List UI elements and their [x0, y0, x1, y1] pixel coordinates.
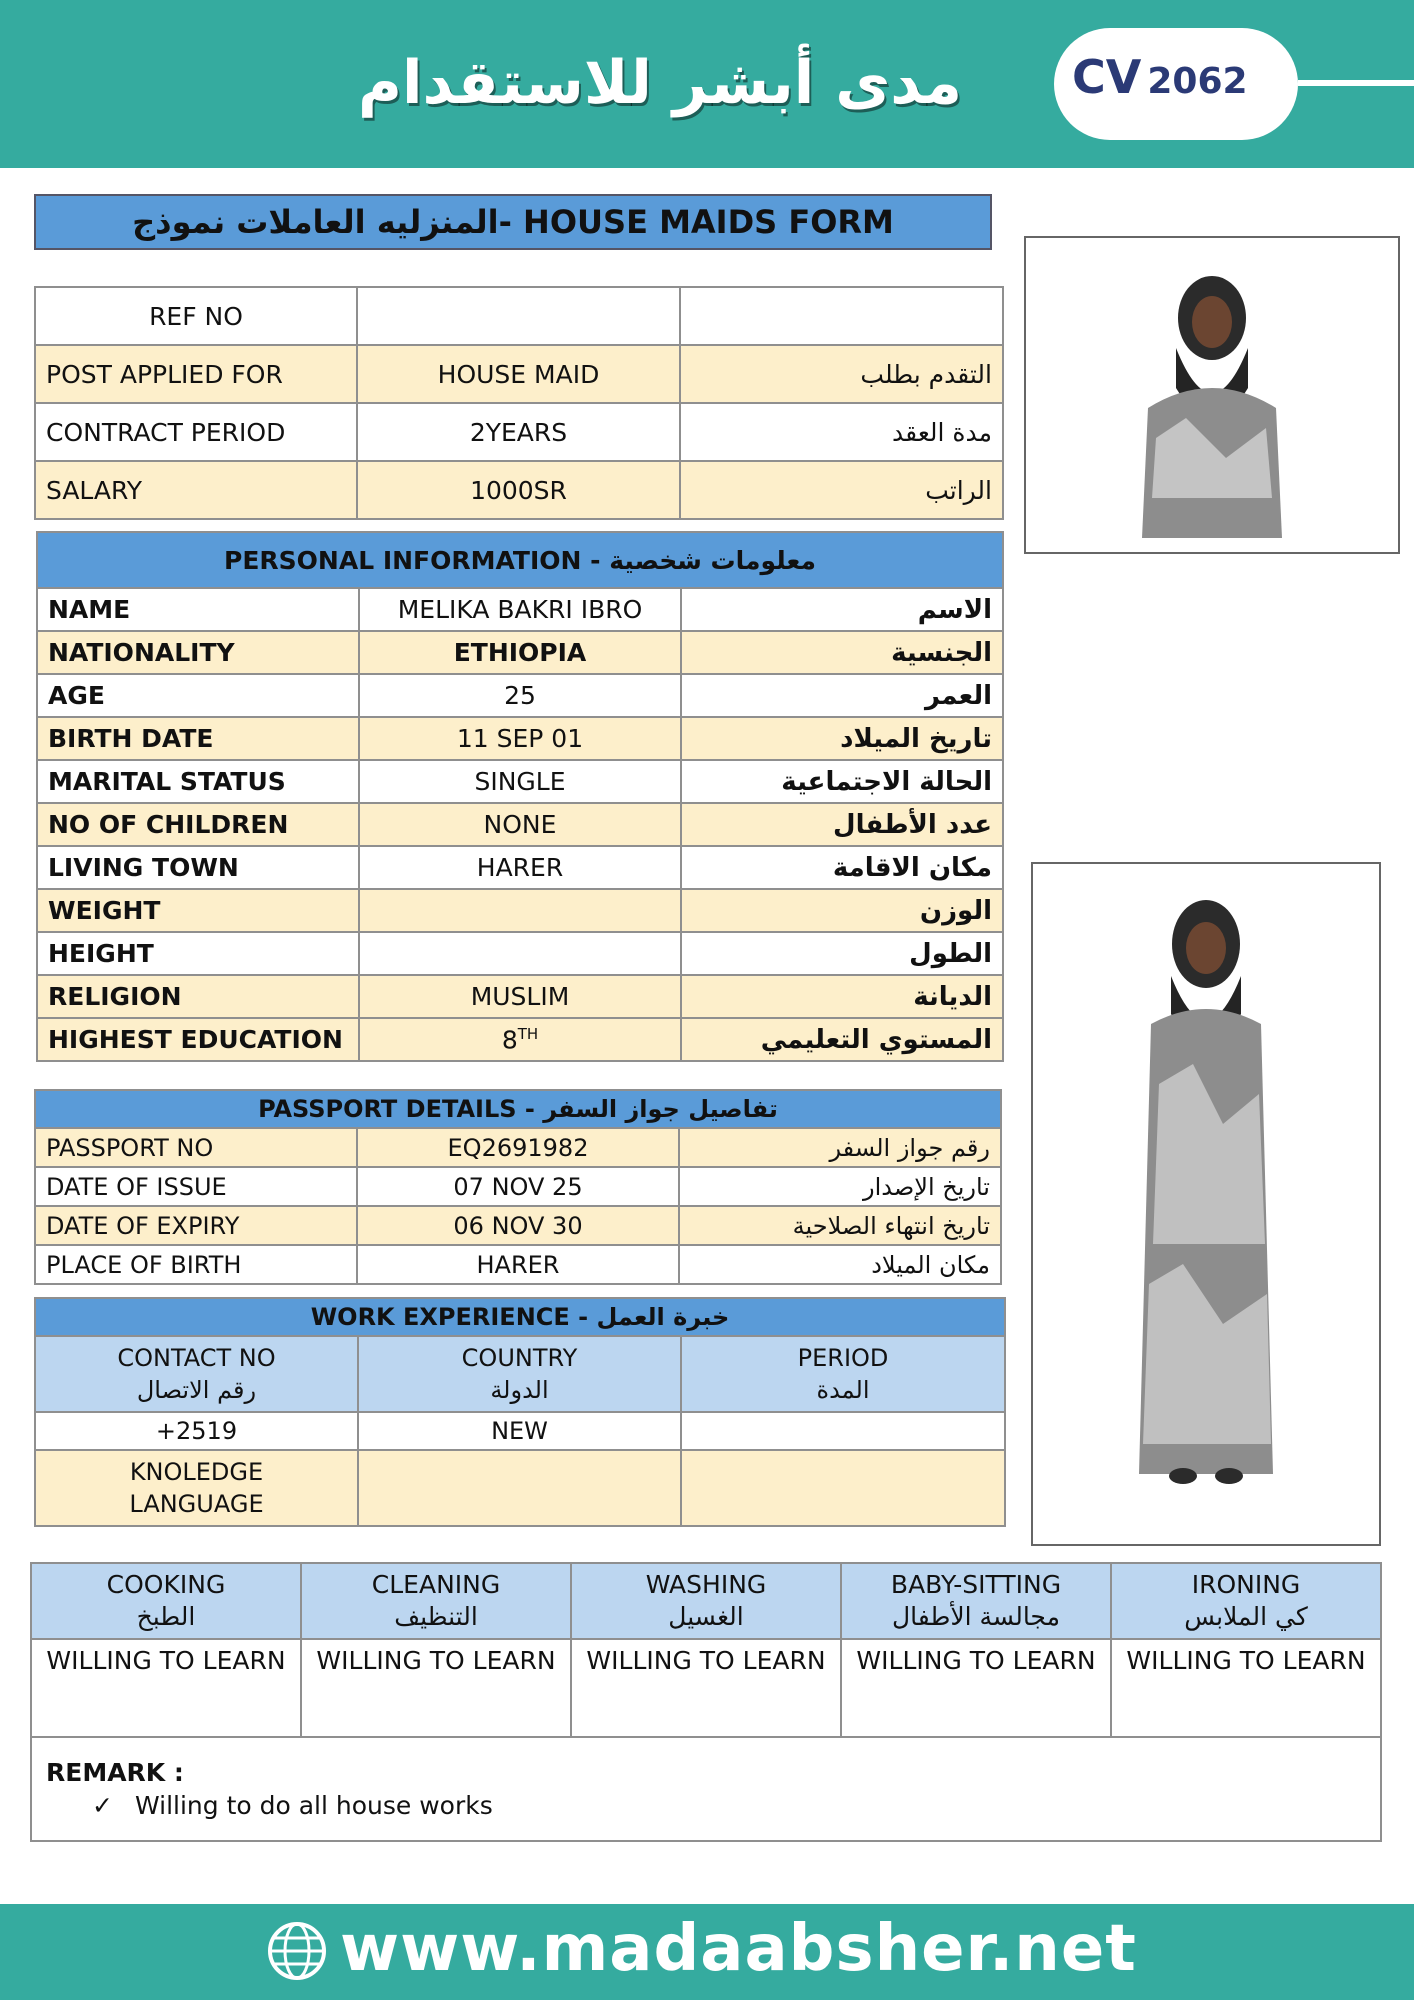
row-label-ar: الحالة الاجتماعية	[681, 760, 1003, 803]
row-label-ar: تاريخ الميلاد	[681, 717, 1003, 760]
skill-name-ar: مجالسة الأطفال	[892, 1602, 1060, 1631]
col-contact-header	[35, 1336, 358, 1412]
full-body-figure	[1033, 864, 1379, 1544]
row-value: 07 NOV 25	[357, 1167, 679, 1206]
contact-value: +2519	[35, 1412, 358, 1450]
row-label: BIRTH DATE	[37, 717, 359, 760]
skill-name-en: IRONING	[1191, 1570, 1301, 1599]
table-row	[37, 975, 1003, 1018]
skill-name-en: WASHING	[645, 1570, 767, 1599]
row-label-ar: مدة العقد	[680, 403, 1003, 461]
col-period-ar: المدة	[816, 1376, 870, 1404]
row-label-ar: المستوي التعليمي	[681, 1018, 1003, 1061]
row-label: CONTRACT PERIOD	[35, 403, 357, 461]
skill-level: WILLING TO LEARN	[841, 1639, 1111, 1737]
table-row	[37, 717, 1003, 760]
table-row	[37, 588, 1003, 631]
company-title: مدى أبشر للاستقدام	[357, 48, 962, 118]
col-country-ar: الدولة	[490, 1376, 549, 1404]
skill-level: WILLING TO LEARN	[301, 1639, 571, 1737]
row-label-ar: العمر	[681, 674, 1003, 717]
table-row	[35, 345, 1003, 403]
row-label: NAME	[37, 588, 359, 631]
row-label-ar: الديانة	[681, 975, 1003, 1018]
period-value	[681, 1412, 1005, 1450]
skill-name-ar: الطبخ	[136, 1602, 196, 1631]
work-experience-header: WORK EXPERIENCE - خبرة العمل	[35, 1298, 1005, 1336]
table-row	[37, 1018, 1003, 1061]
skill-name-en: BABY-SITTING	[890, 1570, 1062, 1599]
remark-cell	[31, 1737, 1381, 1841]
row-label: MARITAL STATUS	[37, 760, 359, 803]
knowledge-extra	[681, 1450, 1005, 1526]
row-label-ar: تاريخ الإصدار	[679, 1167, 1001, 1206]
ref-no-label: REF NO	[35, 287, 357, 345]
row-value: MELIKA BAKRI IBRO	[359, 588, 681, 631]
row-value	[359, 889, 681, 932]
cv-number-label	[1072, 50, 1248, 104]
skill-header-baby-sitting	[841, 1563, 1111, 1639]
row-label-ar: الاسم	[681, 588, 1003, 631]
skill-level: WILLING TO LEARN	[571, 1639, 841, 1737]
ref-no-value	[357, 287, 680, 345]
row-label: SALARY	[35, 461, 357, 519]
row-label-ar: الطول	[681, 932, 1003, 975]
row-value: 06 NOV 30	[357, 1206, 679, 1245]
table-row	[37, 846, 1003, 889]
row-label: AGE	[37, 674, 359, 717]
row-value: HARER	[359, 846, 681, 889]
remark-item	[46, 1791, 1366, 1820]
row-label-ar: الراتب	[680, 461, 1003, 519]
row-value: EQ2691982	[357, 1128, 679, 1167]
col-country-en: COUNTRY	[461, 1344, 578, 1372]
work-experience-table	[34, 1297, 1006, 1527]
row-label-ar: عدد الأطفال	[681, 803, 1003, 846]
portrait-figure	[1026, 238, 1398, 552]
cv-line-decoration	[1298, 80, 1414, 86]
table-row	[37, 803, 1003, 846]
skills-header-row	[31, 1563, 1381, 1639]
table-row	[37, 932, 1003, 975]
col-period-en: PERIOD	[797, 1344, 889, 1372]
remark-label: REMARK :	[46, 1758, 184, 1787]
row-label: DATE OF EXPIRY	[35, 1206, 357, 1245]
column-header-row	[35, 1336, 1005, 1412]
table-row	[35, 1450, 1005, 1526]
full-body-photo	[1031, 862, 1381, 1546]
row-label: POST APPLIED FOR	[35, 345, 357, 403]
section-header-row	[35, 1090, 1001, 1128]
row-label-ar: تاريخ انتهاء الصلاحية	[679, 1206, 1001, 1245]
skill-name-ar: التنظيف	[394, 1602, 478, 1631]
education-value	[359, 1018, 681, 1061]
personal-info-header: PERSONAL INFORMATION - معلومات شخصية	[37, 532, 1003, 588]
row-value: 11 SEP 01	[359, 717, 681, 760]
row-label: WEIGHT	[37, 889, 359, 932]
row-label: HEIGHT	[37, 932, 359, 975]
form-title: المنزليه العاملات نموذج- HOUSE MAIDS FORM	[34, 194, 992, 250]
skill-level: WILLING TO LEARN	[1111, 1639, 1381, 1737]
row-value: ETHIOPIA	[359, 631, 681, 674]
skills-table	[30, 1562, 1382, 1842]
row-value: 2YEARS	[357, 403, 680, 461]
table-row	[35, 1206, 1001, 1245]
section-header-row	[35, 1298, 1005, 1336]
skills-level-row	[31, 1639, 1381, 1737]
skill-name-ar: كي الملابس	[1184, 1602, 1308, 1631]
country-value: NEW	[358, 1412, 681, 1450]
row-label-ar: مكان الاقامة	[681, 846, 1003, 889]
website-link[interactable]: www.madaabsher.net	[340, 1912, 1137, 1986]
portrait-photo	[1024, 236, 1400, 554]
remark-text: Willing to do all house works	[134, 1791, 493, 1820]
row-label-ar: الوزن	[681, 889, 1003, 932]
table-row	[35, 1245, 1001, 1284]
knowledge-language-label	[35, 1450, 358, 1526]
table-row	[35, 461, 1003, 519]
remark-row	[31, 1737, 1381, 1841]
skill-name-ar: الغسيل	[668, 1602, 744, 1631]
row-value: NONE	[359, 803, 681, 846]
section-header-row	[37, 532, 1003, 588]
row-label: PLACE OF BIRTH	[35, 1245, 357, 1284]
row-value: 25	[359, 674, 681, 717]
row-value: 1000SR	[357, 461, 680, 519]
table-row	[37, 889, 1003, 932]
skill-name-en: COOKING	[106, 1570, 226, 1599]
table-row	[35, 287, 1003, 345]
row-value: HARER	[357, 1245, 679, 1284]
row-value	[359, 932, 681, 975]
row-label-ar: التقدم بطلب	[680, 345, 1003, 403]
table-row	[37, 760, 1003, 803]
row-label: DATE OF ISSUE	[35, 1167, 357, 1206]
row-value: HOUSE MAID	[357, 345, 680, 403]
row-label-ar: رقم جواز السفر	[679, 1128, 1001, 1167]
row-label-ar: الجنسية	[681, 631, 1003, 674]
skill-header-ironing	[1111, 1563, 1381, 1639]
row-label: RELIGION	[37, 975, 359, 1018]
skill-level: WILLING TO LEARN	[31, 1639, 301, 1737]
row-label: NO OF CHILDREN	[37, 803, 359, 846]
check-icon: ✓	[92, 1791, 113, 1820]
education-suffix: TH	[517, 1024, 539, 1043]
knowledge-value	[358, 1450, 681, 1526]
table-row	[35, 403, 1003, 461]
col-contact-en: CONTACT NO	[117, 1344, 276, 1372]
cv-label: CV	[1072, 50, 1142, 104]
col-country-header	[358, 1336, 681, 1412]
knowledge-label: KNOLEDGE	[129, 1458, 264, 1486]
table-row	[37, 674, 1003, 717]
row-label: PASSPORT NO	[35, 1128, 357, 1167]
job-table	[34, 286, 1004, 520]
table-row	[35, 1412, 1005, 1450]
personal-info-table	[36, 531, 1004, 1062]
row-value: SINGLE	[359, 760, 681, 803]
col-contact-ar: رقم الاتصال	[136, 1376, 257, 1404]
skill-header-cooking	[31, 1563, 301, 1639]
skill-header-cleaning	[301, 1563, 571, 1639]
skill-name-en: CLEANING	[371, 1570, 501, 1599]
row-label-ar: مكان الميلاد	[679, 1245, 1001, 1284]
passport-header: PASSPORT DETAILS - تفاصيل جواز السفر	[35, 1090, 1001, 1128]
table-row	[37, 631, 1003, 674]
cv-number: 2062	[1147, 61, 1248, 102]
table-row	[35, 1167, 1001, 1206]
table-row	[35, 1128, 1001, 1167]
education-number: 8	[501, 1025, 518, 1055]
row-label: HIGHEST EDUCATION	[37, 1018, 359, 1061]
row-label: LIVING TOWN	[37, 846, 359, 889]
row-value: MUSLIM	[359, 975, 681, 1018]
ref-no-ar	[680, 287, 1003, 345]
skill-header-washing	[571, 1563, 841, 1639]
passport-table	[34, 1089, 1002, 1285]
col-period-header	[681, 1336, 1005, 1412]
row-label: NATIONALITY	[37, 631, 359, 674]
language-label: LANGUAGE	[129, 1490, 264, 1518]
globe-icon	[266, 1920, 328, 1982]
